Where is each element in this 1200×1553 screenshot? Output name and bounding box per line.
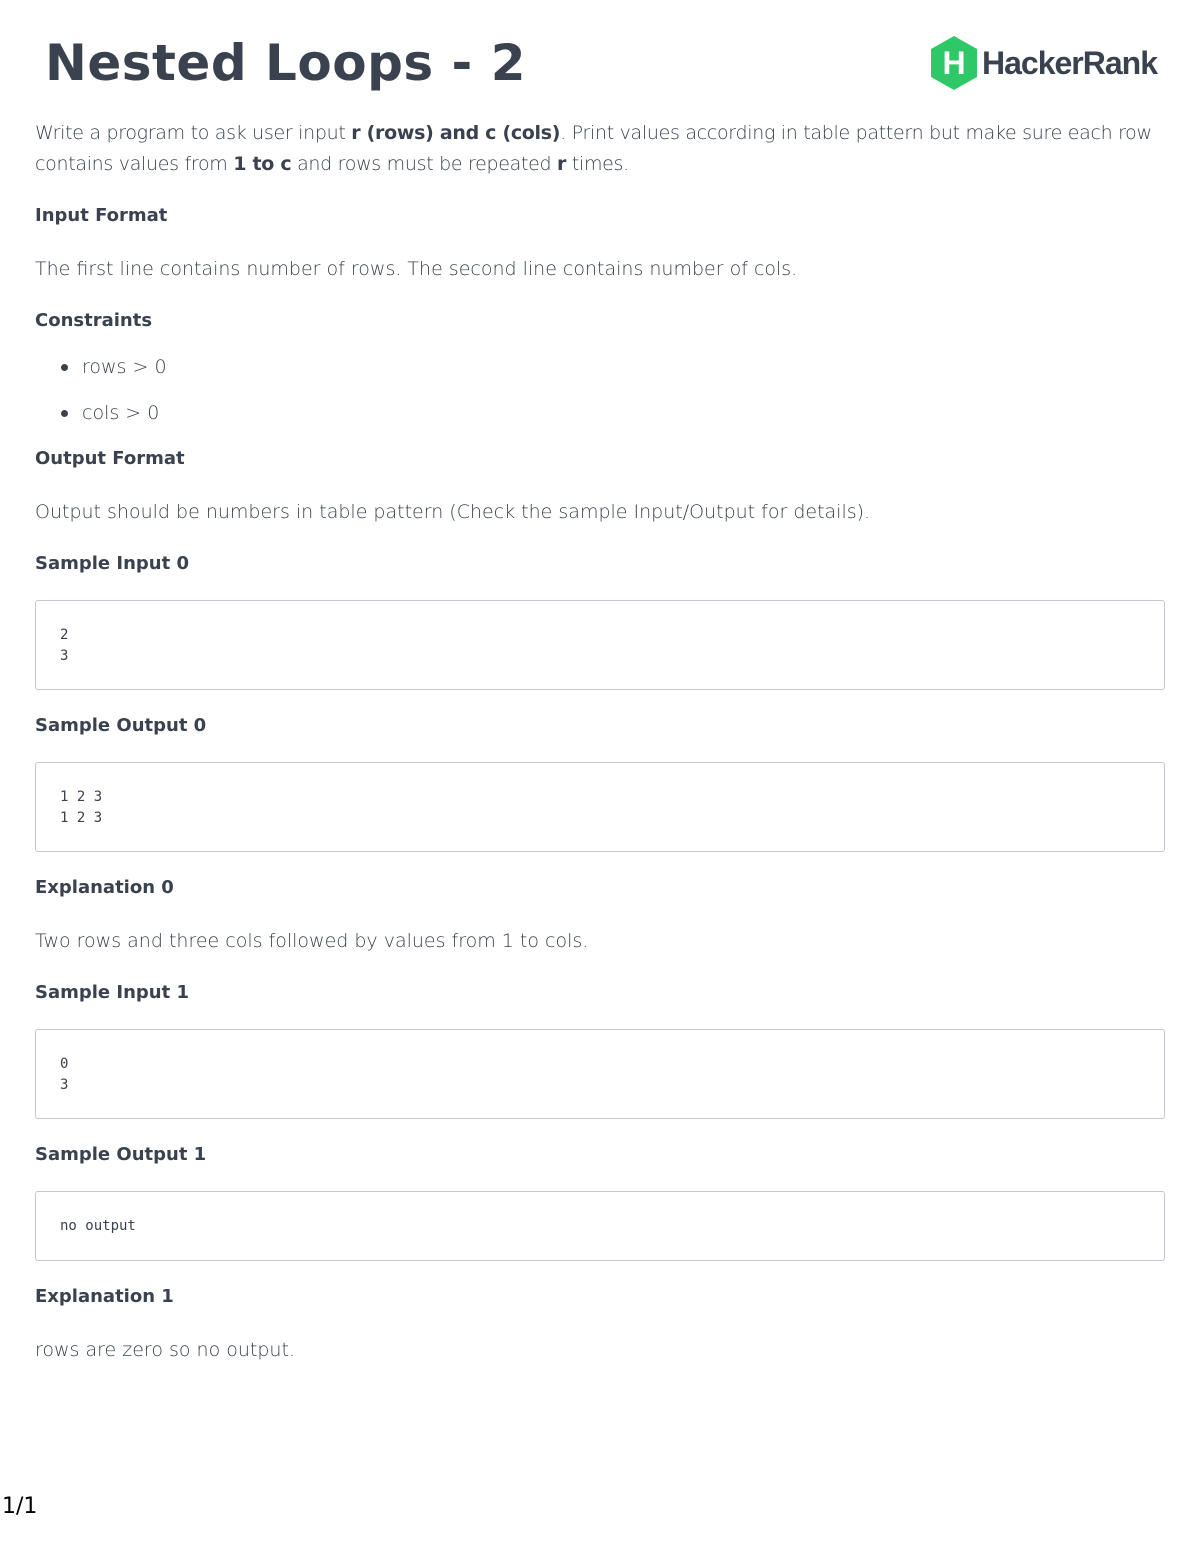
bullet-icon [61,364,68,371]
intro-bold-2: 1 to c [233,153,292,175]
intro-bold-3: r [557,153,567,175]
sample-input-1-heading: Sample Input 1 [35,982,190,1003]
intro-text-2: . Print values according in table pattern but make sure each row contains values from [35,122,1152,175]
sample-output-0-box [35,762,1165,852]
explanation-1-heading: Explanation 1 [35,1286,174,1307]
sample-input-0-heading: Sample Input 0 [35,553,190,574]
constraint-item [35,355,1165,379]
sample-output-0-heading: Sample Output 0 [35,715,207,736]
problem-page [35,0,1165,1366]
intro-bold-1: r (rows) and c (cols) [351,122,561,144]
sample-input-1-box [35,1029,1165,1119]
intro-text-4: times. [566,153,629,175]
code-line: 1 2 3 [60,810,103,826]
constraints-list [35,355,1165,425]
code-line: 3 [60,648,69,664]
output-format-text: Output should be numbers in table pattern (Check the sample Input/Output for details). [35,501,871,523]
page-header [35,0,1165,112]
code-line: 1 2 3 [60,789,103,805]
sample-input-0-box [35,600,1165,690]
page-title: Nested Loops - 2 [45,34,526,92]
explanation-0-text: Two rows and three cols followed by values from 1 to cols. [35,930,589,952]
constraint-text: rows > 0 [82,356,167,378]
code-line: 2 [60,627,69,643]
constraint-text: cols > 0 [82,402,160,424]
explanation-1-text: rows are zero so no output. [35,1339,295,1361]
constraints-heading: Constraints [35,310,153,331]
constraint-item [35,401,1165,425]
code-line: no output [60,1218,136,1234]
problem-description [35,118,1165,180]
sample-output-1-box [35,1191,1165,1261]
logo-text: HackerRank [982,44,1157,81]
code-line: 0 [60,1056,69,1072]
page-number: 1/1 [2,1494,38,1519]
output-format-heading: Output Format [35,448,185,469]
explanation-0-heading: Explanation 0 [35,877,174,898]
intro-text-3: and rows must be repeated [291,153,557,175]
input-format-text: The first line contains number of rows. The second line contains number of cols. [35,258,798,280]
hackerrank-logo [928,34,1157,92]
logo-letter: H [942,45,966,81]
code-line: 3 [60,1077,69,1093]
input-format-heading: Input Format [35,205,168,226]
intro-text-1: Write a program to ask user input [35,122,352,144]
hackerrank-hexagon-icon [928,34,980,92]
sample-output-1-heading: Sample Output 1 [35,1144,207,1165]
bullet-icon [61,410,68,417]
